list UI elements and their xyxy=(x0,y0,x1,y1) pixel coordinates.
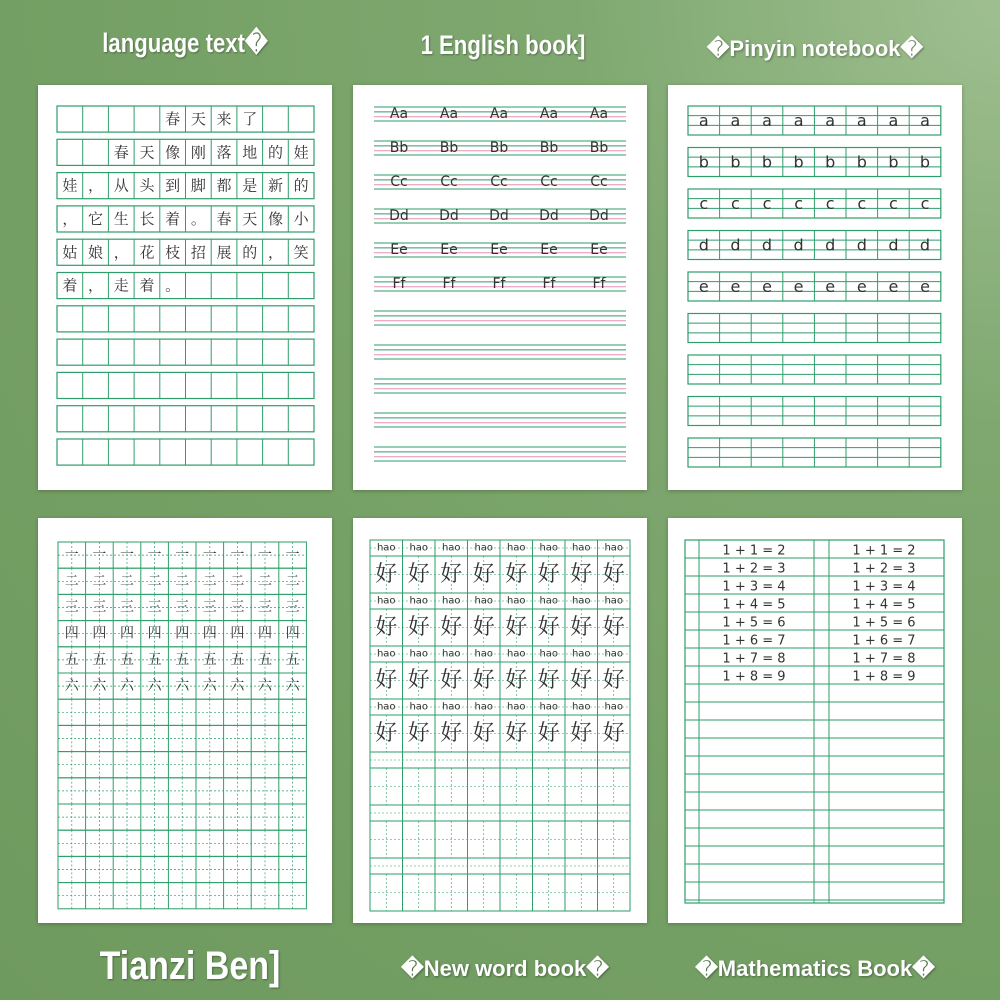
pinyin-text: hao xyxy=(409,648,429,660)
tianzi-char: 六 xyxy=(258,678,272,695)
tianzi-char: 二 xyxy=(175,573,190,590)
tianzi-char: 五 xyxy=(92,651,107,668)
pinyin-letter: a xyxy=(762,111,772,130)
tianzi-char: 四 xyxy=(120,625,134,642)
english-letter: Cc xyxy=(590,174,608,190)
math-equation: 1 + 5 = 6 xyxy=(852,615,916,631)
pinyin-letter: b xyxy=(825,152,836,172)
pinyin-letter: d xyxy=(919,235,931,255)
math-equation: 1 + 1 = 2 xyxy=(852,543,916,559)
hanzi-char: 春 xyxy=(165,110,181,129)
pinyin-letter: b xyxy=(856,152,867,172)
tianzi-char: 一 xyxy=(147,547,162,564)
tianzi-char: 三 xyxy=(230,599,245,616)
pinyin-text: hao xyxy=(441,542,461,554)
pinyin-text: hao xyxy=(539,648,559,660)
tianzi-char: 六 xyxy=(64,678,79,695)
tianzi-char: 六 xyxy=(285,678,300,695)
tianzi-char: 三 xyxy=(92,599,107,616)
english-letter: Dd xyxy=(389,208,409,224)
hanzi-char: 的 xyxy=(267,143,283,162)
tianzi-char: 二 xyxy=(285,573,300,590)
hanzi-char: 娃 xyxy=(293,143,309,162)
math-equation: 1 + 5 = 6 xyxy=(722,615,786,631)
pinyin-text: hao xyxy=(409,542,429,554)
tianzi-grid xyxy=(38,518,332,923)
tianzi-char: 三 xyxy=(258,599,272,616)
hanzi-char: 招 xyxy=(190,243,206,262)
tianzi-char: 五 xyxy=(175,651,190,668)
pinyin-grid xyxy=(668,85,962,490)
pinyin-text: hao xyxy=(571,542,591,554)
hanzi-char: 枝 xyxy=(165,243,181,262)
pinyin-letter: d xyxy=(825,235,836,255)
pinyin-letter: d xyxy=(730,235,741,255)
hanzi-char: 天 xyxy=(139,143,155,162)
hanzi-char: 了 xyxy=(242,110,258,129)
english-letter: Cc xyxy=(440,174,458,190)
math-equation: 1 + 4 = 5 xyxy=(722,597,786,613)
pinyin-letter: a xyxy=(730,111,741,130)
pinyin-text: hao xyxy=(474,542,494,554)
pinyin-letter: d xyxy=(856,235,867,255)
tianzi-char: 二 xyxy=(92,573,107,590)
pinyin-text: hao xyxy=(441,701,461,713)
english-letter: Ee xyxy=(440,242,458,258)
hanzi-char: 好 xyxy=(537,615,560,640)
math-book-title: �Mathematics Book� xyxy=(695,956,935,981)
pinyin-letter: c xyxy=(731,194,740,213)
pinyin-text: hao xyxy=(604,648,624,660)
math-equation: 1 + 8 = 9 xyxy=(852,669,916,685)
hanzi-char: 天 xyxy=(190,110,206,129)
english-grid xyxy=(353,85,647,490)
tianzi-char: 五 xyxy=(120,651,134,668)
hanzi-char: ， xyxy=(62,209,78,228)
tianzi-char: 一 xyxy=(285,547,300,564)
tianzi-char: 三 xyxy=(64,599,79,616)
tianzi-char: 一 xyxy=(64,547,79,564)
pinyin-text: hao xyxy=(604,595,624,607)
pinyin-letter: a xyxy=(856,111,867,130)
pinyin-letter: b xyxy=(730,152,741,172)
pinyin-text: hao xyxy=(604,701,624,713)
english-letter: Cc xyxy=(490,174,508,190)
tianzi-char: 四 xyxy=(285,625,300,642)
english-letter: Bb xyxy=(389,140,409,156)
pinyin-letter: e xyxy=(920,277,930,296)
tianzi-char: 五 xyxy=(230,651,245,668)
pinyin-letter: c xyxy=(794,194,803,213)
tianzi-char: 四 xyxy=(230,625,245,642)
hanzi-char: 从 xyxy=(113,176,129,195)
pinyin-text: hao xyxy=(539,542,559,554)
hanzi-char: 的 xyxy=(242,243,258,262)
tianzi-char: 一 xyxy=(230,547,245,564)
hanzi-char: 小 xyxy=(293,209,309,228)
english-letter: Dd xyxy=(589,208,609,224)
hanzi-char: 好 xyxy=(505,562,528,587)
tianzi-char: 六 xyxy=(175,678,190,695)
english-letter: Ff xyxy=(542,276,556,292)
math-equation: 1 + 6 = 7 xyxy=(852,633,916,649)
pinyin-text: hao xyxy=(474,595,494,607)
hanzi-char: 好 xyxy=(537,721,560,746)
pinyin-text: hao xyxy=(409,701,429,713)
pinyin-letter: c xyxy=(889,194,898,213)
language-book-title: language text� xyxy=(102,28,268,58)
pinyin-text: hao xyxy=(376,648,396,660)
tianzi-char: 六 xyxy=(230,678,245,695)
math-equation: 1 + 2 = 3 xyxy=(722,561,786,577)
tianzi-char: 三 xyxy=(285,599,300,616)
english-letter: Cc xyxy=(390,174,408,190)
hanzi-char: ， xyxy=(88,176,104,195)
hanzi-char: 娃 xyxy=(62,176,78,195)
pinyin-text: hao xyxy=(506,542,526,554)
tianzi-char: 一 xyxy=(258,547,272,564)
tianzi-char: 一 xyxy=(175,547,190,564)
tianzi-char: 四 xyxy=(147,625,162,642)
tianzi-char: 一 xyxy=(202,547,217,564)
english-letter: Bb xyxy=(439,140,459,156)
pinyin-letter: c xyxy=(699,194,709,213)
hanzi-char: 好 xyxy=(375,562,398,587)
english-letter: Bb xyxy=(489,140,509,156)
pinyin-text: hao xyxy=(604,542,624,554)
pinyin-letter: b xyxy=(793,152,804,172)
math-equation: 1 + 4 = 5 xyxy=(852,597,916,613)
tianzi-char: 六 xyxy=(202,678,217,695)
pinyin-text: hao xyxy=(409,595,429,607)
hanzi-char: 姑 xyxy=(62,243,78,262)
hanzi-char: 好 xyxy=(407,615,430,640)
hanzi-char: 脚 xyxy=(190,176,206,195)
tianzi-char: 六 xyxy=(120,678,134,695)
hanzi-char: 好 xyxy=(407,668,430,693)
pinyin-text: hao xyxy=(376,701,396,713)
tianzi-char: 二 xyxy=(230,573,245,590)
tianzi-notebook-page xyxy=(38,518,332,923)
tianzi-char: 一 xyxy=(120,547,134,564)
pinyin-letter: a xyxy=(698,111,709,130)
newword-notebook-page xyxy=(353,518,647,923)
hanzi-char: 好 xyxy=(472,615,495,640)
hanzi-char: 像 xyxy=(165,143,181,162)
hanzi-char: 好 xyxy=(602,562,625,587)
hanzi-char: 好 xyxy=(537,562,560,587)
hanzi-char: 好 xyxy=(570,721,593,746)
hanzi-char: ， xyxy=(88,276,104,295)
hanzi-char: 地 xyxy=(242,143,258,162)
pinyin-book-title: �Pinyin notebook� xyxy=(706,36,924,61)
pinyin-text: hao xyxy=(474,648,494,660)
pinyin-text: hao xyxy=(441,595,461,607)
english-letter: Bb xyxy=(589,140,609,156)
pinyin-letter: d xyxy=(761,235,773,255)
hanzi-char: 好 xyxy=(375,668,398,693)
hanzi-char: 好 xyxy=(570,615,593,640)
english-letter: Ff xyxy=(592,276,606,292)
english-letter: Cc xyxy=(540,174,558,190)
hanzi-char: 的 xyxy=(293,176,309,195)
tianzi-char: 五 xyxy=(64,651,79,668)
pinyin-letter: b xyxy=(698,152,709,172)
english-letter: Ff xyxy=(392,276,406,292)
pinyin-letter: a xyxy=(888,111,899,130)
language-notebook-page xyxy=(38,85,332,490)
english-letter: Ee xyxy=(590,242,608,258)
math-equation: 1 + 3 = 4 xyxy=(852,579,916,595)
tianzi-char: 二 xyxy=(120,573,134,590)
hanzi-char: 好 xyxy=(505,721,528,746)
hanzi-char: 都 xyxy=(216,176,232,195)
hanzi-char: 花 xyxy=(139,243,155,262)
english-letter: Bb xyxy=(539,140,559,156)
english-notebook-page xyxy=(353,85,647,490)
hanzi-char: 长 xyxy=(139,209,155,228)
hanzi-char: 落 xyxy=(216,143,232,162)
language-grid xyxy=(38,85,332,490)
hanzi-char: 生 xyxy=(113,209,129,228)
hanzi-char: 好 xyxy=(472,562,495,587)
english-letter: Aa xyxy=(589,106,609,122)
math-equation: 1 + 3 = 4 xyxy=(722,579,786,595)
pinyin-text: hao xyxy=(571,648,591,660)
tianzi-char: 六 xyxy=(92,678,107,695)
tianzi-char: 五 xyxy=(258,651,272,668)
hanzi-char: 着 xyxy=(139,276,155,295)
hanzi-char: 走 xyxy=(113,276,129,295)
tianzi-char: 二 xyxy=(147,573,162,590)
tianzi-char: 四 xyxy=(258,625,272,642)
math-equation: 1 + 7 = 8 xyxy=(722,651,786,667)
pinyin-text: hao xyxy=(539,595,559,607)
pinyin-text: hao xyxy=(376,542,396,554)
english-letter: Aa xyxy=(489,106,509,122)
tianzi-char: 五 xyxy=(285,651,300,668)
hanzi-char: 好 xyxy=(375,615,398,640)
pinyin-text: hao xyxy=(571,595,591,607)
hanzi-char: 。 xyxy=(165,276,181,295)
hanzi-char: 好 xyxy=(472,721,495,746)
hanzi-char: 它 xyxy=(88,209,104,228)
tianzi-char: 四 xyxy=(175,625,190,642)
hanzi-char: 新 xyxy=(267,176,283,195)
hanzi-char: 好 xyxy=(440,668,463,693)
english-letter: Ee xyxy=(390,242,408,258)
hanzi-char: 好 xyxy=(537,668,560,693)
math-equation: 1 + 6 = 7 xyxy=(722,633,786,649)
pinyin-text: hao xyxy=(474,701,494,713)
hanzi-char: 天 xyxy=(242,209,258,228)
hanzi-char: 好 xyxy=(570,668,593,693)
tianzi-char: 二 xyxy=(64,573,79,590)
hanzi-char: 好 xyxy=(375,721,398,746)
newword-grid xyxy=(353,518,647,923)
hanzi-char: 笑 xyxy=(293,243,309,262)
pinyin-letter: a xyxy=(825,111,836,130)
hanzi-char: ， xyxy=(113,243,129,262)
tianzi-char: 二 xyxy=(202,573,217,590)
newword-book-title: �New word book� xyxy=(401,956,609,981)
pinyin-letter: e xyxy=(730,277,741,296)
english-letter: Ff xyxy=(442,276,456,292)
hanzi-char: 娘 xyxy=(88,243,104,262)
pinyin-letter: d xyxy=(888,235,899,255)
math-equation: 1 + 8 = 9 xyxy=(722,669,786,685)
hanzi-char: 好 xyxy=(505,615,528,640)
english-letter: Aa xyxy=(539,106,559,122)
english-letter: Ee xyxy=(490,242,508,258)
hanzi-char: 刚 xyxy=(190,143,206,162)
pinyin-text: hao xyxy=(441,648,461,660)
pinyin-letter: c xyxy=(857,194,867,213)
hanzi-char: 头 xyxy=(139,176,155,195)
tianzi-char: 四 xyxy=(92,625,107,642)
pinyin-text: hao xyxy=(376,595,396,607)
hanzi-char: 春 xyxy=(113,143,129,162)
pinyin-letter: a xyxy=(920,111,930,130)
hanzi-char: 好 xyxy=(472,668,495,693)
hanzi-char: 好 xyxy=(440,721,463,746)
pinyin-notebook-page xyxy=(668,85,962,490)
hanzi-char: 好 xyxy=(570,562,593,587)
pinyin-text: hao xyxy=(539,701,559,713)
math-equation: 1 + 7 = 8 xyxy=(852,651,916,667)
tianzi-char: 三 xyxy=(202,599,217,616)
tianzi-char: 五 xyxy=(202,651,217,668)
hanzi-char: 好 xyxy=(505,668,528,693)
hanzi-char: 好 xyxy=(407,721,430,746)
english-letter: Aa xyxy=(389,106,409,122)
math-equation: 1 + 2 = 3 xyxy=(852,561,916,577)
tianzi-char: 三 xyxy=(120,599,134,616)
pinyin-letter: c xyxy=(762,194,772,213)
pinyin-letter: c xyxy=(825,194,835,213)
pinyin-letter: c xyxy=(920,194,930,213)
hanzi-char: 着 xyxy=(62,276,78,295)
english-book-title: 1 English book] xyxy=(420,30,586,60)
hanzi-char: 好 xyxy=(602,721,625,746)
hanzi-char: 是 xyxy=(242,176,258,195)
tianzi-char: 六 xyxy=(147,678,162,695)
pinyin-text: hao xyxy=(506,701,526,713)
pinyin-letter: e xyxy=(856,277,867,296)
hanzi-char: 好 xyxy=(407,562,430,587)
tianzi-char: 一 xyxy=(92,547,107,564)
hanzi-char: 来 xyxy=(216,110,232,129)
pinyin-letter: e xyxy=(698,277,709,296)
math-equation: 1 + 1 = 2 xyxy=(722,543,786,559)
pinyin-letter: b xyxy=(888,152,899,172)
pinyin-letter: a xyxy=(793,111,804,130)
pinyin-letter: e xyxy=(888,277,899,296)
hanzi-char: 像 xyxy=(267,209,283,228)
pinyin-letter: e xyxy=(762,277,772,296)
pinyin-text: hao xyxy=(506,595,526,607)
hanzi-char: 好 xyxy=(440,615,463,640)
tianzi-char: 三 xyxy=(147,599,162,616)
tianzi-char: 四 xyxy=(202,625,217,642)
tianzi-char: 三 xyxy=(175,599,190,616)
hanzi-char: 春 xyxy=(216,209,232,228)
pinyin-letter: e xyxy=(793,277,804,296)
hanzi-char: 好 xyxy=(440,562,463,587)
math-grid xyxy=(668,518,962,923)
pinyin-text: hao xyxy=(571,701,591,713)
hanzi-char: 展 xyxy=(216,243,232,262)
english-letter: Ff xyxy=(492,276,506,292)
hanzi-char: 好 xyxy=(602,615,625,640)
tianzi-char: 五 xyxy=(147,651,162,668)
tianzi-book-title: Tianzi Ben] xyxy=(99,944,281,988)
english-letter: Dd xyxy=(539,208,559,224)
tianzi-char: 四 xyxy=(64,625,79,642)
hanzi-char: ， xyxy=(267,243,283,262)
english-letter: Dd xyxy=(439,208,459,224)
english-letter: Dd xyxy=(489,208,509,224)
pinyin-text: hao xyxy=(506,648,526,660)
pinyin-letter: e xyxy=(825,277,836,296)
pinyin-letter: b xyxy=(919,152,931,172)
tianzi-char: 二 xyxy=(258,573,272,590)
hanzi-char: 着 xyxy=(165,209,181,228)
hanzi-char: 。 xyxy=(190,209,206,228)
pinyin-letter: d xyxy=(793,235,804,255)
english-letter: Ee xyxy=(540,242,558,258)
hanzi-char: 好 xyxy=(602,668,625,693)
pinyin-letter: b xyxy=(761,152,773,172)
hanzi-char: 到 xyxy=(165,176,181,195)
english-letter: Aa xyxy=(439,106,459,122)
math-notebook-page xyxy=(668,518,962,923)
pinyin-letter: d xyxy=(698,235,709,255)
